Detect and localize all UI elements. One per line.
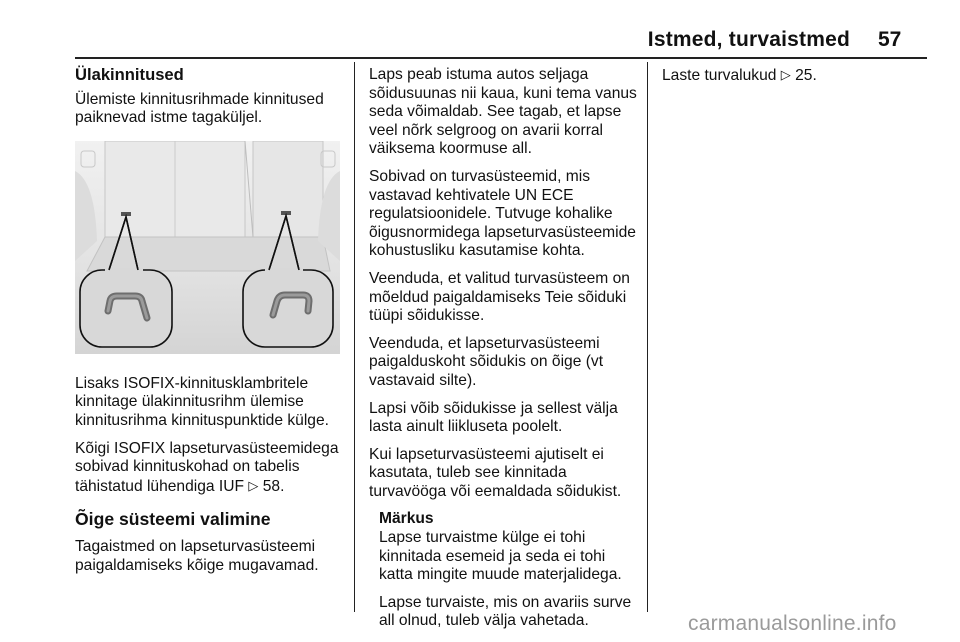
installation-position-paragraph: Veenduda, et lapseturvasüsteemi paigalduskoht sõidukis on õige (vt vastavaid silte). bbox=[369, 334, 604, 389]
page-header-title: Istmed, turvaistmed bbox=[647, 28, 850, 51]
intro-paragraph: Ülemiste kinnitusrihmade kinnitused paiknevad istme tagaküljel. bbox=[75, 90, 324, 127]
tether-anchor-illustration bbox=[75, 141, 340, 354]
column-3 bbox=[662, 66, 924, 95]
column-divider-1 bbox=[354, 62, 355, 612]
column-2 bbox=[369, 66, 641, 640]
iuf-text: Kõigi ISOFIX lapseturvasüsteemidega sobivad kinnituskohad on tabelis tähistatud lühendiga IUF bbox=[75, 439, 339, 495]
vehicle-type-paragraph: Veenduda, et valitud turvasüsteem on mõeldud paigaldamiseks Teie sõiduki tüüpi sõidukisse. bbox=[369, 269, 630, 325]
note-paragraph-1: Lapse turvaistme külge ei tohi kinnitada esemeid ja seda ei tohi katta mingite muude materjalidega. bbox=[379, 529, 622, 584]
iuf-page-ref[interactable]: 58. bbox=[262, 477, 285, 495]
note-title: Märkus bbox=[379, 510, 434, 528]
heading-top-tether: Ülakinnitused bbox=[75, 65, 184, 84]
column-divider-2 bbox=[647, 62, 648, 612]
child-locks-reference bbox=[662, 66, 924, 86]
page-number: 57 bbox=[878, 28, 902, 51]
section-title-choose-system: Õige süsteemi valimine bbox=[75, 509, 271, 530]
unused-seat-paragraph: Kui lapseturvasüsteemi ajutiselt ei kasutata, tuleb see kinnitada turvavööga või eemaldada sõidukist. bbox=[369, 445, 622, 500]
header-rule bbox=[75, 57, 927, 59]
isofix-paragraph: Lisaks ISOFIX-kinnitusklambritele kinnitage ülakinnitusrihm ülemise kinnitusrihma kinnituspunktide külge. bbox=[75, 374, 329, 429]
note-block bbox=[379, 510, 641, 631]
rear-facing-paragraph: Laps peab istuma autos seljaga sõidusuunas nii kaua, kuni tema vanus seda võimaldab. See tagab, et lapse veel nõrk selgroog on avarii korral väiksema koormuse all. bbox=[369, 66, 637, 158]
regulations-paragraph: Sobivad on turvasüsteemid, mis vastavad kehtivatele UN ECE regulatsioonidele. Tutvuge kohalike õigusnormidega lapseturvasüsteemide kohustusliku kasutamise kohta. bbox=[369, 167, 636, 260]
rear-seats-paragraph: Tagaistmed on lapseturvasüsteemi paigaldamiseks kõige mugavamad. bbox=[75, 537, 319, 574]
child-locks-page-ref[interactable]: 25. bbox=[795, 67, 817, 84]
iuf-paragraph bbox=[75, 440, 343, 497]
page-ref-icon: ▷ bbox=[248, 477, 259, 493]
note-paragraph-2: Lapse turvaiste, mis on avariis surve all olnud, tuleb välja vahetada. bbox=[379, 593, 632, 630]
traffic-side-paragraph: Lapsi võib sõidukisse ja sellest välja lasta ainult liikluseta poolelt. bbox=[369, 399, 618, 436]
page-ref-icon: ▷ bbox=[780, 67, 791, 82]
child-locks-text: Laste turvalukud bbox=[662, 67, 777, 84]
watermark-text: carmanualsonline.info bbox=[688, 612, 897, 635]
